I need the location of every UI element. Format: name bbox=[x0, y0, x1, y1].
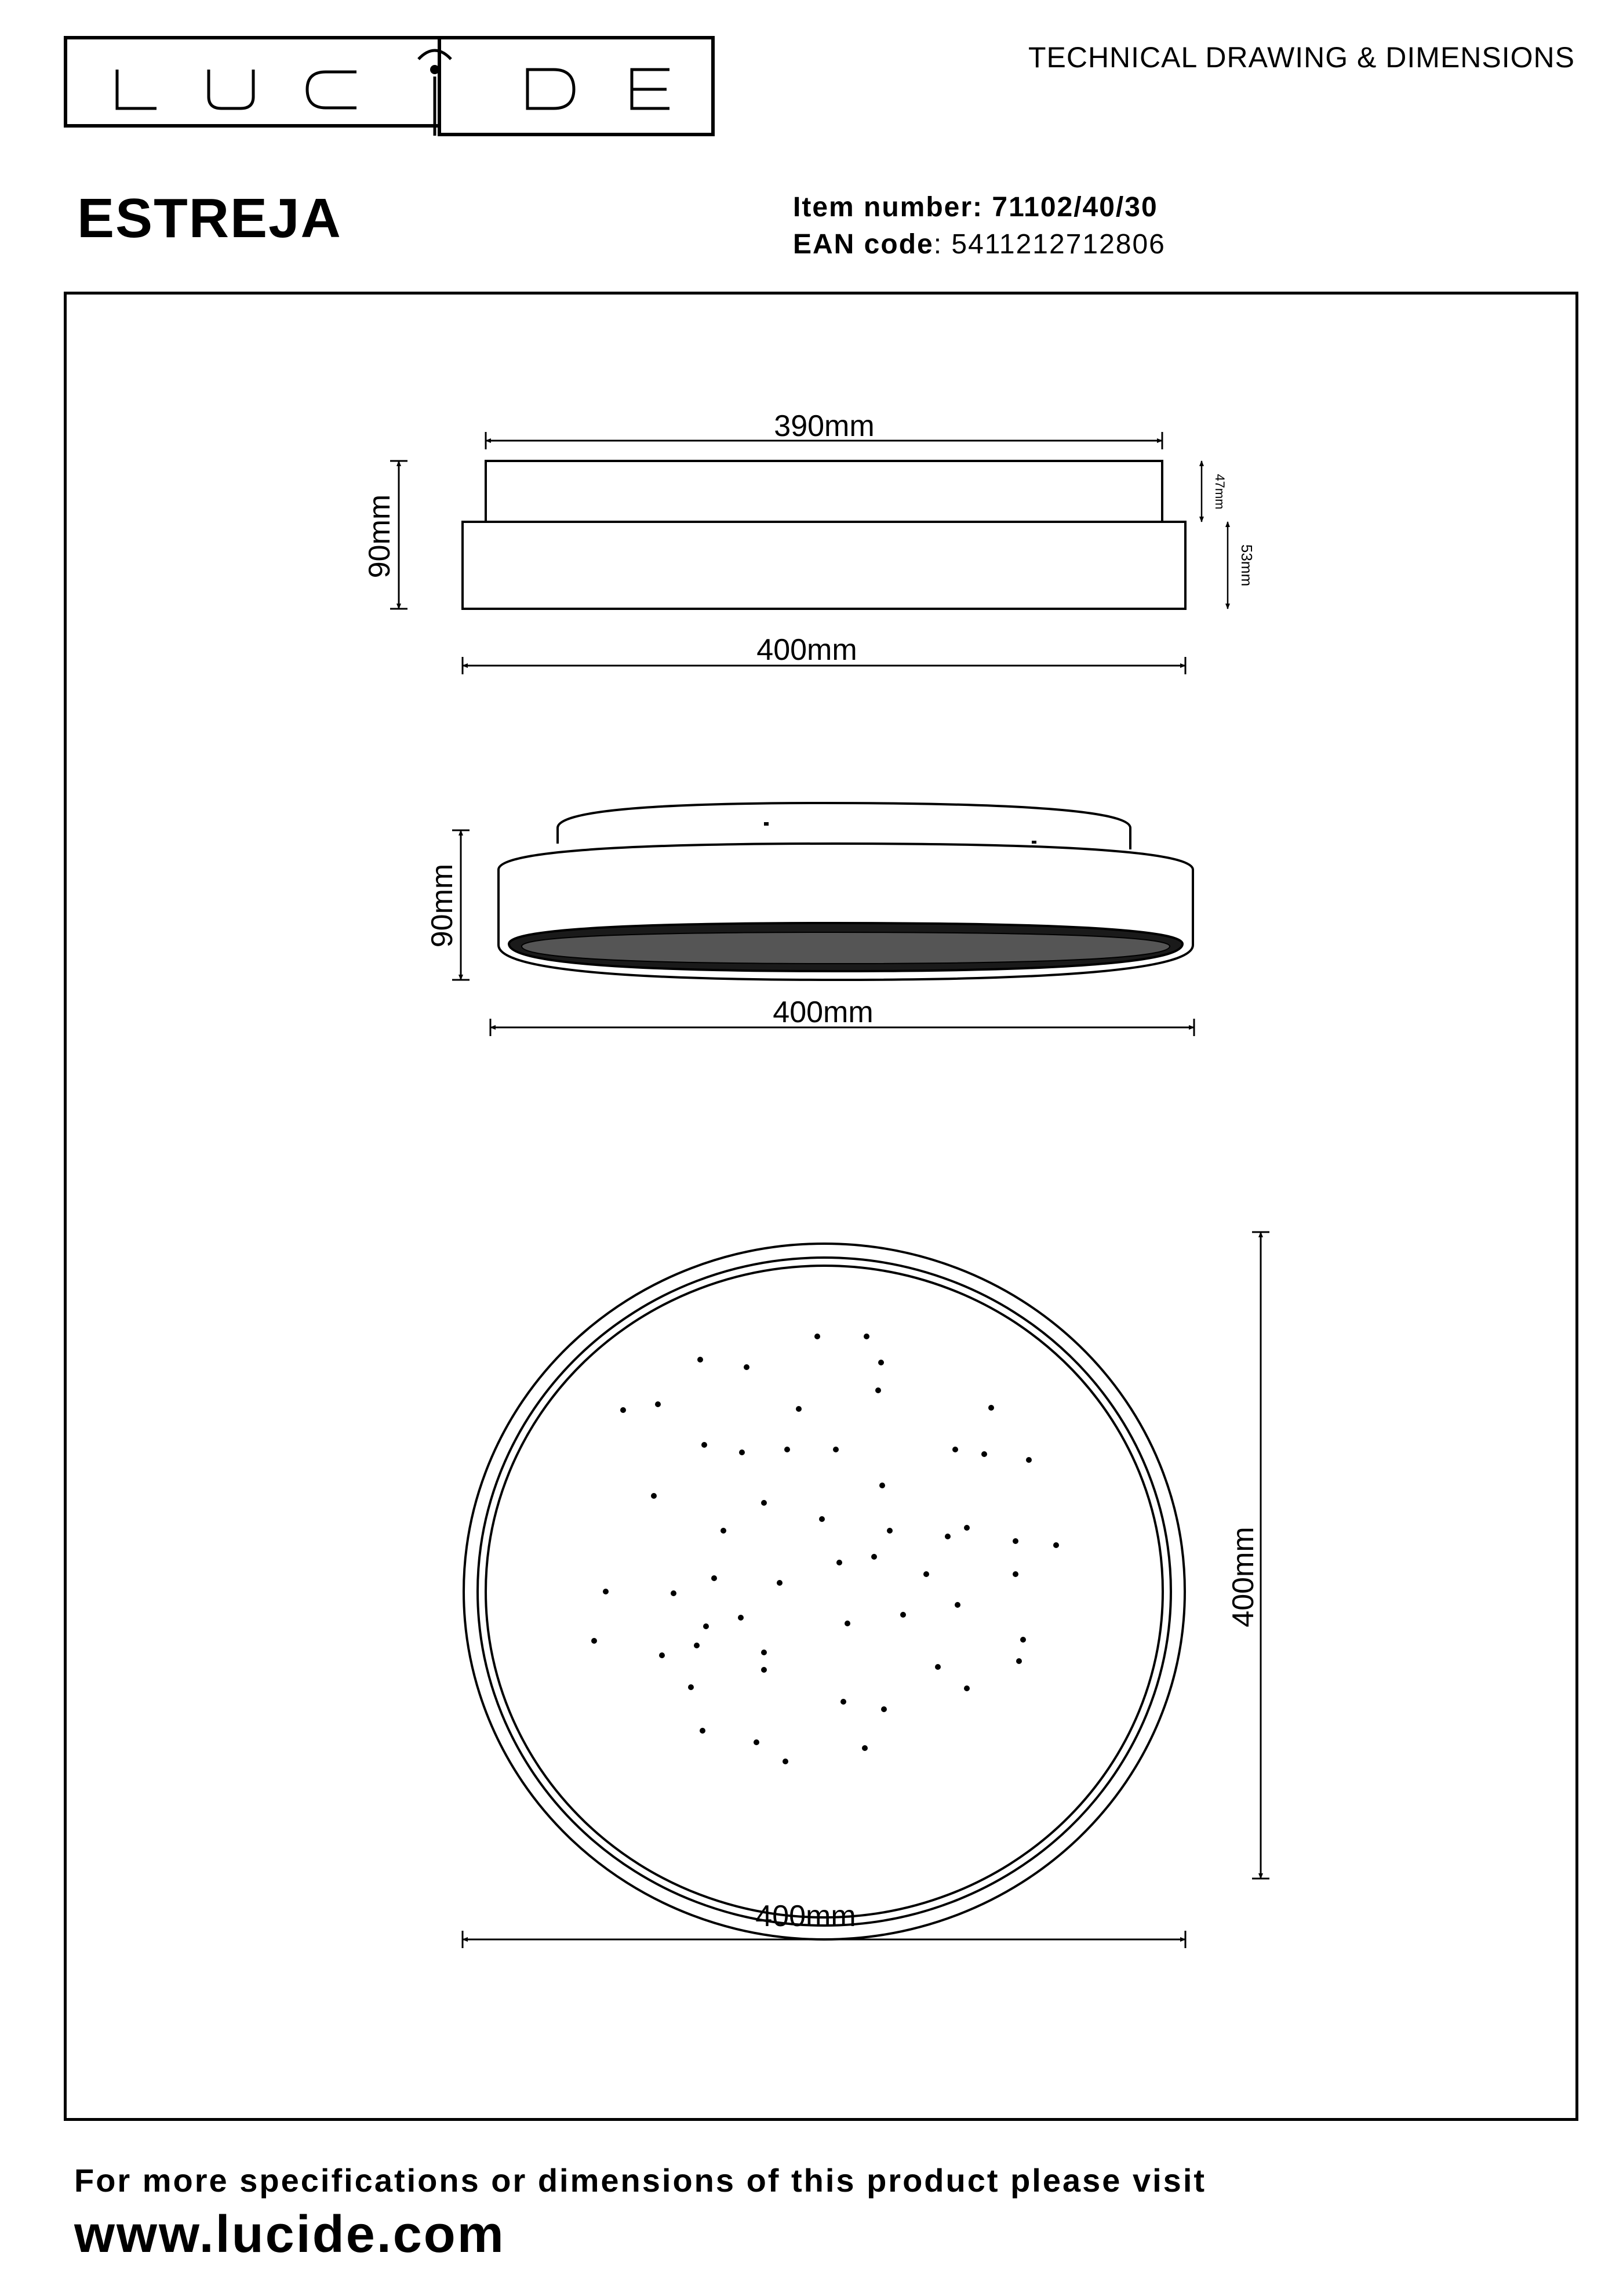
star-point bbox=[887, 1528, 893, 1534]
star-point bbox=[935, 1664, 941, 1670]
star-point bbox=[711, 1575, 717, 1581]
star-point bbox=[796, 1406, 802, 1412]
star-point bbox=[761, 1667, 767, 1673]
star-point bbox=[988, 1405, 994, 1411]
star-point bbox=[688, 1684, 694, 1690]
side-view-bottom-part bbox=[463, 522, 1185, 609]
star-point bbox=[701, 1442, 707, 1448]
star-point bbox=[875, 1387, 881, 1393]
star-point bbox=[955, 1602, 960, 1608]
star-point bbox=[1013, 1571, 1018, 1577]
side-view-bottom-width-label: 400mm bbox=[756, 633, 857, 667]
perspective-ring-top-edge bbox=[498, 844, 1193, 870]
star-point bbox=[964, 1525, 970, 1531]
star-point bbox=[833, 1447, 839, 1452]
top-view-middle-ring bbox=[478, 1258, 1171, 1926]
top-view bbox=[464, 1244, 1185, 1939]
star-point bbox=[784, 1447, 790, 1452]
star-point bbox=[783, 1759, 788, 1764]
star-point bbox=[1053, 1542, 1059, 1548]
star-point bbox=[1026, 1457, 1032, 1463]
perspective-width-label: 400mm bbox=[773, 996, 874, 1029]
star-point bbox=[720, 1528, 726, 1534]
star-point bbox=[659, 1652, 665, 1658]
star-point bbox=[1020, 1637, 1026, 1643]
star-point bbox=[620, 1407, 626, 1413]
star-point bbox=[700, 1728, 705, 1734]
top-view-height-label: 400mm bbox=[1227, 1527, 1260, 1627]
star-point bbox=[840, 1699, 846, 1705]
top-view-inner-ring bbox=[486, 1266, 1163, 1917]
star-point bbox=[651, 1493, 657, 1499]
side-view-height-label: 90mm bbox=[363, 494, 396, 579]
star-point bbox=[952, 1447, 958, 1452]
star-point bbox=[900, 1612, 906, 1618]
star-point bbox=[864, 1334, 869, 1339]
perspective-view bbox=[498, 803, 1193, 980]
item-number-value: 71102/40/30 bbox=[992, 192, 1158, 223]
star-point bbox=[923, 1571, 929, 1577]
star-point bbox=[761, 1500, 767, 1506]
star-point bbox=[1016, 1658, 1022, 1664]
star-point bbox=[945, 1534, 951, 1539]
star-point bbox=[871, 1554, 877, 1560]
footer-text: For more specifications or dimensions of this product please visit bbox=[74, 2162, 1207, 2199]
side-view-top-width-label: 390mm bbox=[774, 409, 875, 443]
top-view-star-points bbox=[591, 1334, 1059, 1764]
star-point bbox=[671, 1590, 676, 1596]
star-point bbox=[862, 1745, 868, 1751]
star-point bbox=[603, 1589, 609, 1594]
star-point bbox=[964, 1685, 970, 1691]
footer-url[interactable]: www.lucide.com bbox=[74, 2206, 505, 2264]
top-view-outer-ring bbox=[464, 1244, 1185, 1939]
star-point bbox=[878, 1360, 884, 1365]
side-view-top-height-label: 47mm bbox=[1213, 474, 1227, 510]
star-point bbox=[819, 1516, 825, 1522]
side-view-bottom-height-label: 53mm bbox=[1238, 544, 1256, 587]
star-point bbox=[836, 1560, 842, 1565]
star-point bbox=[591, 1638, 597, 1644]
star-point bbox=[761, 1650, 767, 1655]
star-point bbox=[739, 1449, 745, 1455]
star-point bbox=[845, 1621, 850, 1626]
star-point bbox=[694, 1643, 700, 1648]
star-point bbox=[744, 1364, 749, 1370]
product-name: ESTREJA bbox=[77, 187, 342, 249]
star-point bbox=[981, 1451, 987, 1457]
star-point bbox=[814, 1334, 820, 1339]
document-type: TECHNICAL DRAWING & DIMENSIONS bbox=[1028, 41, 1575, 74]
star-point bbox=[879, 1483, 885, 1488]
star-point bbox=[703, 1623, 709, 1629]
star-point bbox=[738, 1615, 744, 1621]
star-point bbox=[1013, 1538, 1018, 1544]
top-view-width-label: 400mm bbox=[755, 1899, 856, 1933]
top-view-dimensions bbox=[463, 1232, 1269, 1948]
perspective-height-label: 90mm bbox=[425, 863, 459, 948]
star-point bbox=[777, 1580, 783, 1586]
side-view-top-part bbox=[486, 461, 1162, 522]
star-point bbox=[754, 1739, 759, 1745]
ean-label: EAN code bbox=[793, 229, 934, 260]
star-point bbox=[697, 1357, 703, 1363]
perspective-top-part bbox=[558, 803, 1130, 849]
star-point bbox=[881, 1706, 887, 1712]
ean-value: : 5411212712806 bbox=[933, 229, 1166, 260]
side-view bbox=[463, 461, 1185, 609]
star-point bbox=[655, 1401, 661, 1407]
item-number-label: Item number: bbox=[793, 192, 984, 223]
